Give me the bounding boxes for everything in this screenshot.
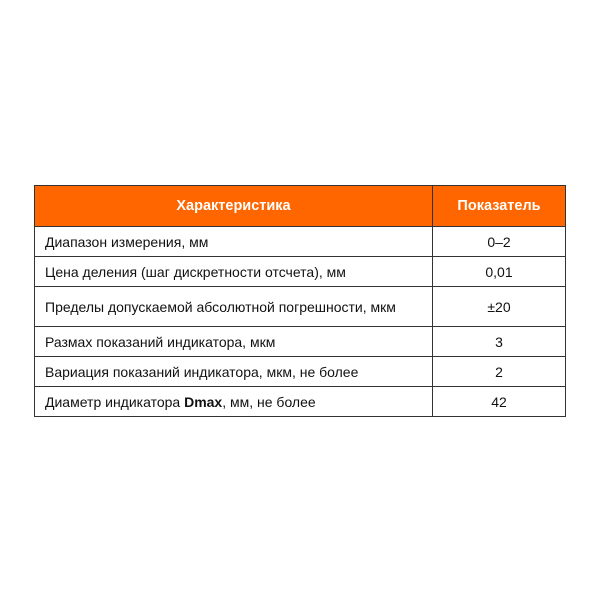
header-characteristic: Характеристика (35, 186, 433, 227)
row-value: 0,01 (433, 257, 566, 287)
row-value: 2 (433, 357, 566, 387)
label-post: , мм, не более (222, 393, 316, 410)
row-value: 3 (433, 327, 566, 357)
row-value: ±20 (433, 287, 566, 327)
specs-table (34, 185, 566, 417)
label-bold: Dmax (184, 393, 223, 410)
table-row (35, 227, 566, 257)
row-label: Вариация показаний индикатора, мкм, не более (35, 357, 433, 387)
table-row (35, 357, 566, 387)
row-value: 0–2 (433, 227, 566, 257)
table-row (35, 257, 566, 287)
label-pre: Диаметр индикатора (45, 393, 185, 410)
row-label: Диапазон измерения, мм (35, 227, 433, 257)
table-header-row (35, 186, 566, 227)
table-row (35, 387, 566, 417)
header-value: Показатель (433, 186, 566, 227)
row-label (35, 387, 433, 417)
row-label: Размах показаний индикатора, мкм (35, 327, 433, 357)
table-row (35, 287, 566, 327)
row-label: Пределы допускаемой абсолютной погрешности, мкм (35, 287, 433, 327)
row-value: 42 (433, 387, 566, 417)
row-label: Цена деления (шаг дискретности отсчета), мм (35, 257, 433, 287)
table-row (35, 327, 566, 357)
